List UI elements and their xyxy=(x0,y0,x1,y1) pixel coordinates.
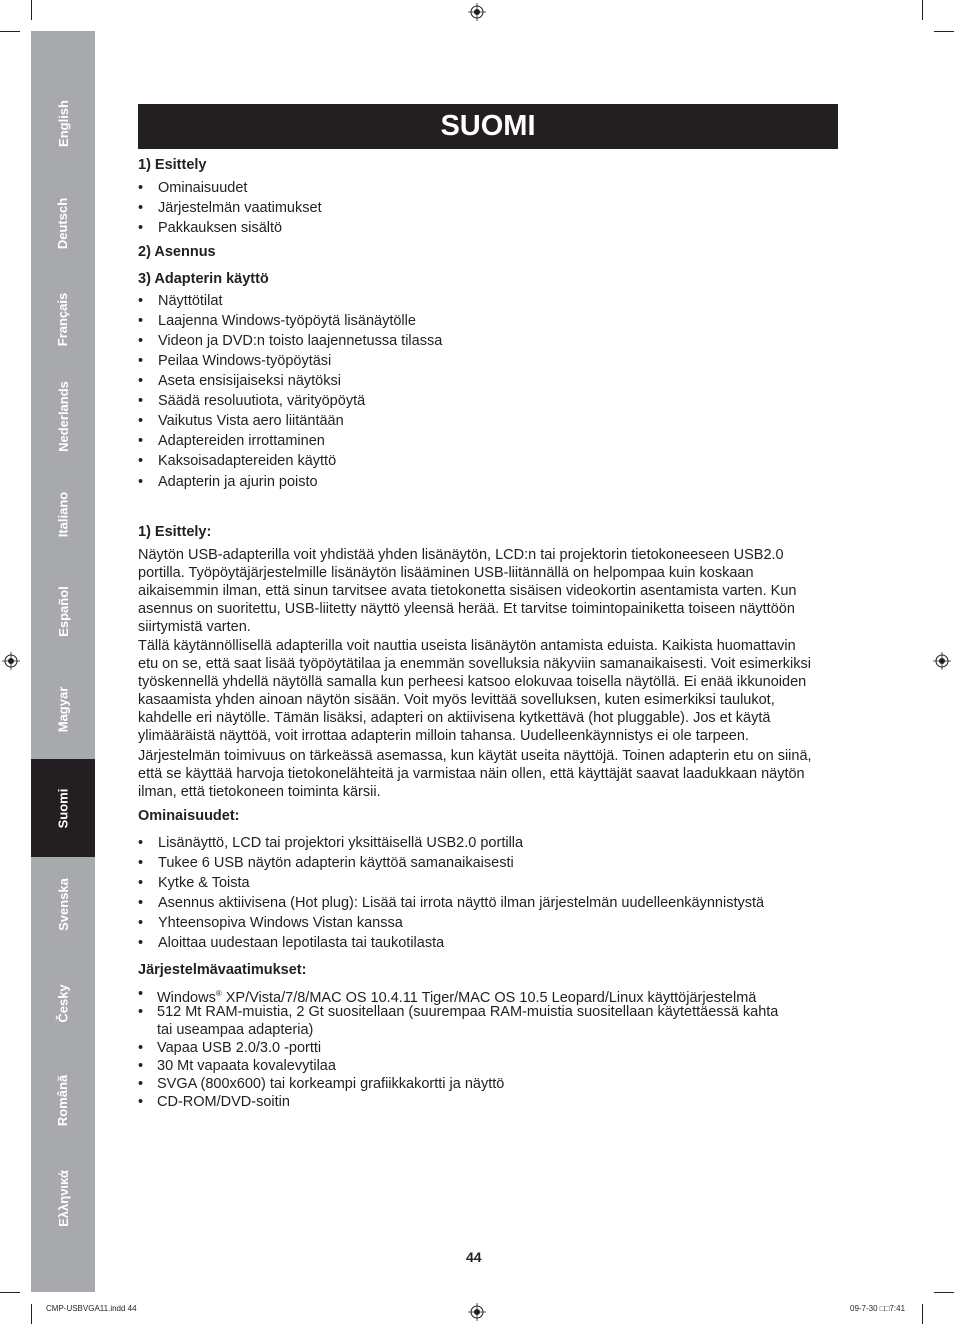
toc-item-label: Peilaa Windows-työpöytäsi xyxy=(158,353,332,369)
language-tab-suomi[interactable] xyxy=(31,759,95,857)
bullet: • xyxy=(138,393,144,409)
requirement-label: 30 Mt vapaata kovalevytilaa xyxy=(157,1058,336,1074)
language-tab-espanol[interactable] xyxy=(31,561,95,661)
bullet: • xyxy=(138,1076,144,1092)
language-tab-francais[interactable] xyxy=(31,269,95,369)
registration-mark-icon xyxy=(468,3,486,21)
language-tab-svenska[interactable] xyxy=(31,854,95,954)
section-heading-introduction: 1) Esittely: xyxy=(138,524,212,540)
bullet: • xyxy=(138,373,144,389)
requirement-os-prefix: Windows xyxy=(157,989,216,1006)
requirement-label: 512 Mt RAM-muistia, 2 Gt suositellaan (suurempaa RAM-muistia suositellaan käytettäessä kahta xyxy=(157,1004,779,1020)
intro-paragraph-1 xyxy=(138,546,838,636)
bullet: • xyxy=(138,1040,144,1056)
language-tab-italiano[interactable] xyxy=(31,464,95,564)
bullet: • xyxy=(138,935,144,951)
toc-item-label: Ominaisuudet xyxy=(158,180,248,196)
crop-mark xyxy=(922,0,923,20)
toc-item-label: Kaksoisadaptereiden käyttö xyxy=(158,453,337,469)
crop-mark xyxy=(31,0,32,20)
section-heading-features: Ominaisuudet: xyxy=(138,808,240,824)
language-tab-magyar[interactable] xyxy=(31,659,95,759)
language-tab-label: Français xyxy=(55,292,71,346)
feature-label: Tukee 6 USB näytön adapterin käyttöä samanaikaisesti xyxy=(158,855,514,871)
registration-mark-icon xyxy=(468,1303,486,1321)
language-tab-label: Česky xyxy=(55,983,71,1023)
feature-label: Asennus aktiivisena (Hot plug): Lisää tai irrota näyttö ilman järjestelmän uudelleenkäynnistystä xyxy=(158,895,765,911)
language-tab-label: Español xyxy=(55,585,71,637)
bullet: • xyxy=(138,1058,144,1074)
toc-heading-installation: 2) Asennus xyxy=(138,244,216,260)
toc-item-label: Adaptereiden irrottaminen xyxy=(158,433,325,449)
footer-file-info: CMP-USBVGA11.indd 44 xyxy=(46,1304,137,1313)
text-line: etu on se, että saat lisää työpöytätilaa ja enemmän sovelluksia näkyviin samanaikaisesti. Voit esimerkiksi xyxy=(138,656,811,673)
toc-heading-usage: 3) Adapterin käyttö xyxy=(138,271,269,287)
bullet: • xyxy=(138,333,144,349)
feature-label: Lisänäyttö, LCD tai projektori yksittäisellä USB2.0 portilla xyxy=(158,835,524,851)
bullet: • xyxy=(138,293,144,309)
crop-mark xyxy=(0,31,20,32)
toc-heading-introduction: 1) Esittely xyxy=(138,157,207,173)
bullet: • xyxy=(138,875,144,891)
toc-item-label: Laajenna Windows-työpöytä lisänäytölle xyxy=(158,313,416,329)
toc-item-label: Näyttötilat xyxy=(158,293,223,309)
language-tab-deutsch[interactable] xyxy=(31,173,95,273)
bullet: • xyxy=(138,220,144,236)
toc-item-label: Järjestelmän vaatimukset xyxy=(158,200,322,216)
intro-paragraph-2 xyxy=(138,637,838,746)
bullet: • xyxy=(138,433,144,449)
bullet: • xyxy=(138,200,144,216)
toc-item-label: Säädä resoluutiota, värityöpöytä xyxy=(158,393,366,409)
registered-mark: ® xyxy=(215,989,222,998)
requirement-os-rest: XP/Vista/7/8/MAC OS 10.4.11 Tiger/MAC OS 10.5 Leopard/Linux käyttöjärjestelmä xyxy=(221,989,757,1006)
bullet: • xyxy=(138,474,144,490)
language-tab-romana[interactable] xyxy=(31,1050,95,1150)
text-line: Järjestelmän toimivuus on tärkeässä asemassa, kun käytät useita näyttöjä. Toinen adapterin etu on siinä, xyxy=(138,748,812,764)
registration-mark-icon xyxy=(2,652,20,670)
bullet: • xyxy=(138,915,144,931)
language-tab-label: Italiano xyxy=(55,491,71,537)
language-tab-label: Nederlands xyxy=(55,380,71,452)
language-tab-label: Deutsch xyxy=(55,197,71,249)
text-line: kasaamista yhden ainoan näytön sisään. Voit myös levittää sovelluksen, kuten esimerkiksi taulukot, xyxy=(138,692,775,709)
registration-mark-icon xyxy=(933,652,951,670)
language-tab-english[interactable] xyxy=(31,73,95,173)
page-number: 44 xyxy=(466,1249,482,1265)
requirement-label: Vapaa USB 2.0/3.0 -portti xyxy=(157,1040,322,1056)
bullet: • xyxy=(138,313,144,329)
bullet: • xyxy=(138,180,144,196)
text-line: ylimääräistä näyttöä, voit irrottaa adapterin milloin tahansa. Uudelleenkäynnistys ei ole tarpeen. xyxy=(138,728,749,745)
requirement-label: SVGA (800x600) tai korkeampi grafiikkakortti ja näyttö xyxy=(157,1076,505,1092)
language-tab-label: Ελληνικά xyxy=(55,1169,71,1227)
text-line: kahdelle eri näytölle. Tämän lisäksi, adapteri on aktiivisena kytkettävä (hot pluggable). Jos et käytä xyxy=(138,710,771,727)
bullet: • xyxy=(138,1004,144,1020)
text-line: työskennellä yhdellä näytöllä samalla kun perheesi katsoo elokuvaa toisella näytöllä. Ei enää ikkunoiden xyxy=(138,674,807,691)
feature-label: Yhteensopiva Windows Vistan kanssa xyxy=(158,915,403,931)
crop-mark xyxy=(934,1292,954,1293)
text-line: portilla. Työpöytäjärjestelmille lisänäytön lisääminen USB-liitännällä on helpompaa kuin koskaan xyxy=(138,565,754,582)
text-line: asennus on suoritettu, USB-liitetty näyttö yleensä herää. Et tarvitse toimintopainiketta toiseen näyttöön xyxy=(138,601,795,618)
language-tab-label: Svenska xyxy=(55,877,71,931)
page-title: SUOMI xyxy=(138,104,838,149)
footer-date-info: 09-7-30 □□7:41 xyxy=(850,1304,906,1313)
text-line: että se käyttää harvoja tietokonelähteitä ja varmistaa näin ollen, että käyttäjät saavat laadukkaan näytön xyxy=(138,766,805,783)
feature-label: Aloittaa uudestaan lepotilasta tai taukotilasta xyxy=(158,935,445,951)
toc-item-label: Adapterin ja ajurin poisto xyxy=(158,474,318,490)
bullet: • xyxy=(138,835,144,851)
text-line: siirtymistä varten. xyxy=(138,619,251,636)
bullet: • xyxy=(138,453,144,469)
language-tab-label: Suomi xyxy=(55,788,71,828)
text-line: Näytön USB-adapterilla voit yhdistää yhden lisänäytön, LCD:n tai projektorin tietokoneeseen USB2.0 xyxy=(138,547,784,563)
bullet: • xyxy=(138,413,144,429)
toc-item-label: Aseta ensisijaiseksi näytöksi xyxy=(158,373,341,389)
bullet: • xyxy=(138,1094,144,1110)
crop-mark xyxy=(934,31,954,32)
text-line: Tällä käytännöllisellä adapterilla voit nauttia useista lisänäytön antamista eduista. Kaikista huomattavin xyxy=(138,638,796,654)
language-tab-cesky[interactable] xyxy=(31,953,95,1053)
toc-item-label: Vaikutus Vista aero liitäntään xyxy=(158,413,344,429)
language-tab-greek[interactable] xyxy=(31,1148,95,1248)
crop-mark xyxy=(0,1292,20,1293)
bullet: • xyxy=(138,986,144,1002)
language-tab-label: English xyxy=(55,99,71,147)
bullet: • xyxy=(138,353,144,369)
intro-paragraph-3 xyxy=(138,747,838,801)
feature-label: Kytke & Toista xyxy=(158,875,250,891)
language-tab-label: Magyar xyxy=(55,686,71,732)
bullet: • xyxy=(138,855,144,871)
requirement-label: CD-ROM/DVD-soitin xyxy=(157,1094,290,1110)
bullet: • xyxy=(138,895,144,911)
language-sidebar xyxy=(31,31,95,1292)
language-tab-nederlands[interactable] xyxy=(31,366,95,466)
requirement-label: tai useampaa adapteria) xyxy=(157,1022,314,1038)
toc-item-label: Pakkauksen sisältö xyxy=(158,220,283,236)
toc-item-label: Videon ja DVD:n toisto laajennetussa tilassa xyxy=(158,333,443,349)
section-heading-requirements: Järjestelmävaatimukset: xyxy=(138,962,307,978)
text-line: ilman, että tietokoneen toiminta kärsii. xyxy=(138,784,381,801)
crop-mark xyxy=(31,1304,32,1324)
language-tab-label: Română xyxy=(55,1074,71,1126)
text-line: aikaisemmin ilman, että sinun tarvitsee avata tietokonetta sisäisen videokortin asentamista varten. Kun xyxy=(138,583,797,600)
crop-mark xyxy=(922,1304,923,1324)
